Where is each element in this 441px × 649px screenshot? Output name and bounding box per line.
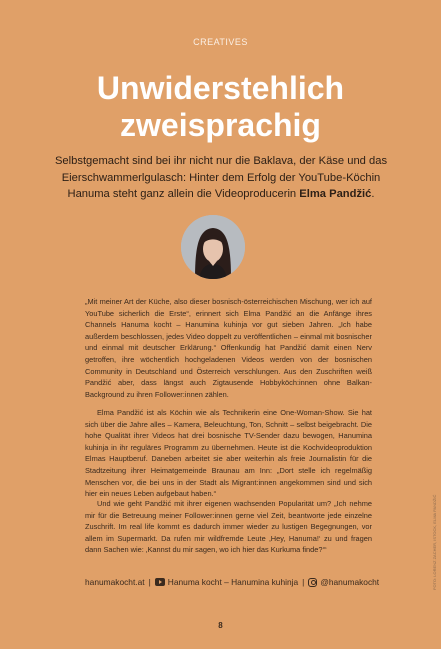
instagram-link[interactable]: @hanumakocht — [320, 577, 380, 587]
lead-name: Elma Pandžić — [299, 188, 372, 200]
separator: | — [302, 577, 305, 587]
lead-text: Selbstgemacht sind bei ihr nicht nur die Baklava, der Käse und das Eierschwammerlgulasch: Hinter dem Erfolg der YouTube-Köchin Hanuma steht ganz allein die Videoproducerin — [54, 155, 388, 200]
paragraph-1: „Mit meiner Art der Küche, also dieser bosnisch-österreichischen Mischung, wer ich auf YouTube sicherlich die Erste“, erinnert sich Elma Pandžić an die Anfänge ihres Channels Hanuma kocht – Hanumina kuhinja vor gut sieben Jahren. „Ich habe außerdem beschlossen, jedes Video doppelt zu veröffentlichen – einmal mit bosnischer und einmal mit deutscher Erklärung.“ Offenkundig hat Pandžić damit einen Nerv getroffen, ihre wöchentlich hochgeladenen Videos werden von der bosnischen Community in Deutschland und Österreich verschlungen. Aus den Zuschriften weiß Pandžić aber, dass längst auch Zigtausende Hobbyköch:innen ohne Balkan-Background zu ihren Follower:innen zählen. — [85, 297, 372, 399]
portrait-illustration — [181, 215, 245, 279]
separator: | — [148, 577, 151, 587]
youtube-link[interactable]: Hanuma kocht – Hanumina kuhinja — [167, 577, 299, 587]
paragraph-2: Elma Pandžić ist als Köchin wie als Technikerin eine One-Woman-Show. Sie hat sich über die Jahre alles – Kamera, Beleuchtung, Ton, Schnitt – selbst beigebracht. Die hohe Qualität ihrer Videos hat drei bosnische TV-Sender dazu bewogen, Hanumina kuhinja in ihr reguläres Programm zu übernehmen. Heute ist die Kochvideoproduktion Elmas Hauptberuf. Daneben arbeitet sie aber weiterhin als freie Journalistin für die Stadtzeitung ihrer Heimatgemeinde Braunau am Inn: „Dort stelle ich regelmäßig Menschen vor, die bei uns in der Stadt als Migrant:innen angekommen sind und sich hier ein neues Leben aufgebaut haben.“ — [85, 408, 372, 499]
lead-end: . — [371, 188, 375, 200]
instagram-icon — [308, 578, 317, 587]
title-line-2: zweisprachig — [120, 107, 321, 143]
portrait-photo — [181, 215, 245, 279]
social-links — [85, 577, 385, 587]
article-title — [0, 70, 441, 144]
youtube-icon — [155, 578, 165, 586]
section-label: CREATIVES — [193, 37, 248, 47]
page-number: 8 — [218, 621, 223, 630]
paragraph-3: Und wie geht Pandžić mit ihrer eigenen wachsenden Popularität um? „Ich nehme mir für die Betreuung meiner Follower:innen gerne viel Zeit, beantworte jede einzelne Zuschrift. Im real life kommt es dadurch immer wieder zu lustigen Begegnungen, vor allem im Supermarkt. Da rufen mir wildfremde Leute ‚Hey, Hanuma!‘ zu und fragen dann Sachen wie: ‚Kannst du mir sagen, wo ich hier das Kurkuma finde?‘“ — [85, 499, 372, 555]
title-line-1: Unwiderstehlich — [96, 70, 345, 106]
photo-credit: FOTO: LORENZ ZACHER, ISTOCK, ELMA PANDŽIĆ — [432, 494, 437, 590]
article-lead — [48, 153, 394, 203]
website-link[interactable]: hanumakocht.at — [85, 577, 145, 587]
